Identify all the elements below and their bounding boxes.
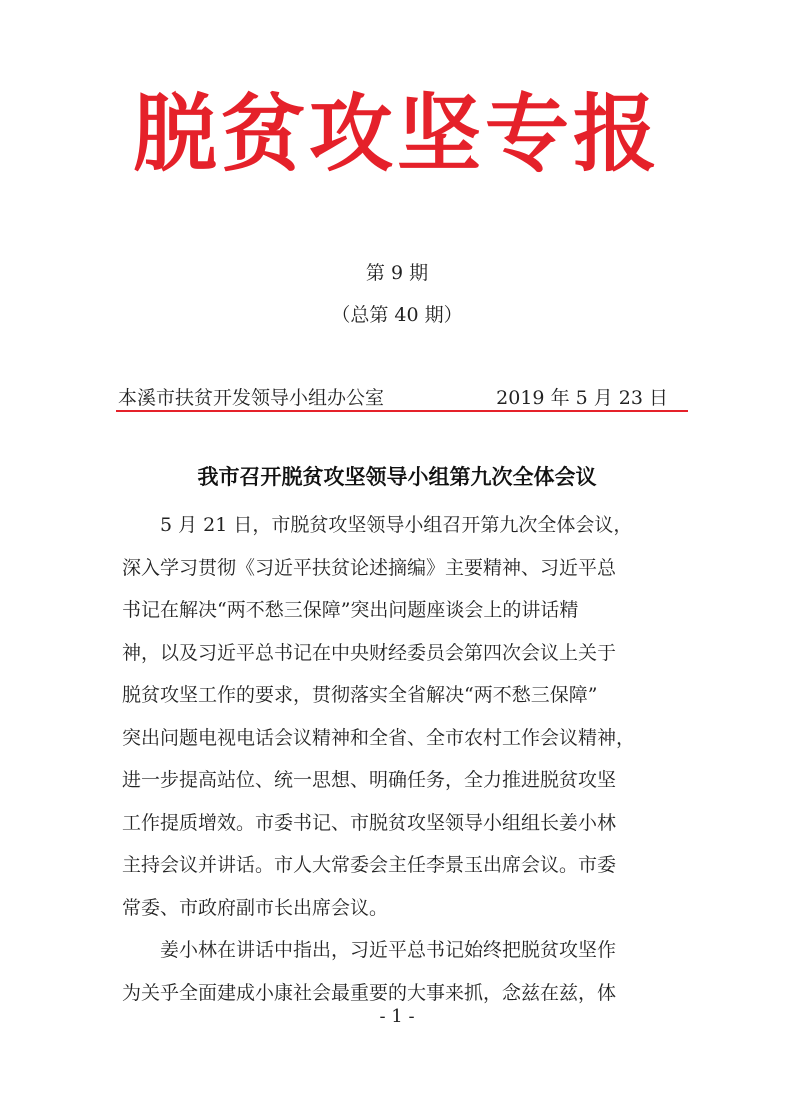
header-divider [116,410,688,412]
article-title: 我市召开脱贫攻坚领导小组第九次全体会议 [197,465,597,489]
issuing-office: 本溪市扶贫开发领导小组办公室 [118,387,385,409]
paragraph-line: 脱贫攻坚工作的要求，贯彻落实全省解决“两不愁三保障” [122,684,598,706]
issue-total: （总第 40 期） [331,304,463,326]
paragraph-line: 5 月 21 日，市脱贫攻坚领导小组召开第九次全体会议， [160,514,633,536]
paragraph-line: 神，以及习近平总书记在中央财经委员会第四次会议上关于 [122,641,617,664]
paragraph-line: 进一步提高站位、统一思想、明确任务，全力推进脱贫攻坚 [122,769,617,791]
article-body [122,504,684,1014]
paragraph-line: 工作提质增效。市委书记、市脱贫攻坚领导小组组长姜小林 [122,811,617,834]
paragraph-line: 突出问题电视电话会议精神和全省、全市农村工作会议精神， [122,726,636,749]
paragraph-line: 深入学习贯彻《习近平扶贫论述摘编》主要精神、习近平总 [122,556,617,579]
page-number: - 1 - [379,1006,415,1027]
masthead-title: 脱贫攻坚专报 [132,85,661,183]
paragraph-line: 书记在解决“两不愁三保障”突出问题座谈会上的讲话精 [122,599,579,621]
paragraph-line: 主持会议并讲话。市人大常委会主任李景玉出席会议。市委 [122,854,617,876]
paragraph-line: 为关乎全面建成小康社会最重要的大事来抓，念兹在兹，体 [122,981,617,1004]
paragraph-line: 姜小林在讲话中指出，习近平总书记始终把脱贫攻坚作 [160,939,617,961]
paragraph-line: 常委、市政府副市长出席会议。 [122,896,389,919]
issue-date: 2019 年 5 月 23 日 [496,387,668,409]
issue-number: 第 9 期 [365,262,429,284]
